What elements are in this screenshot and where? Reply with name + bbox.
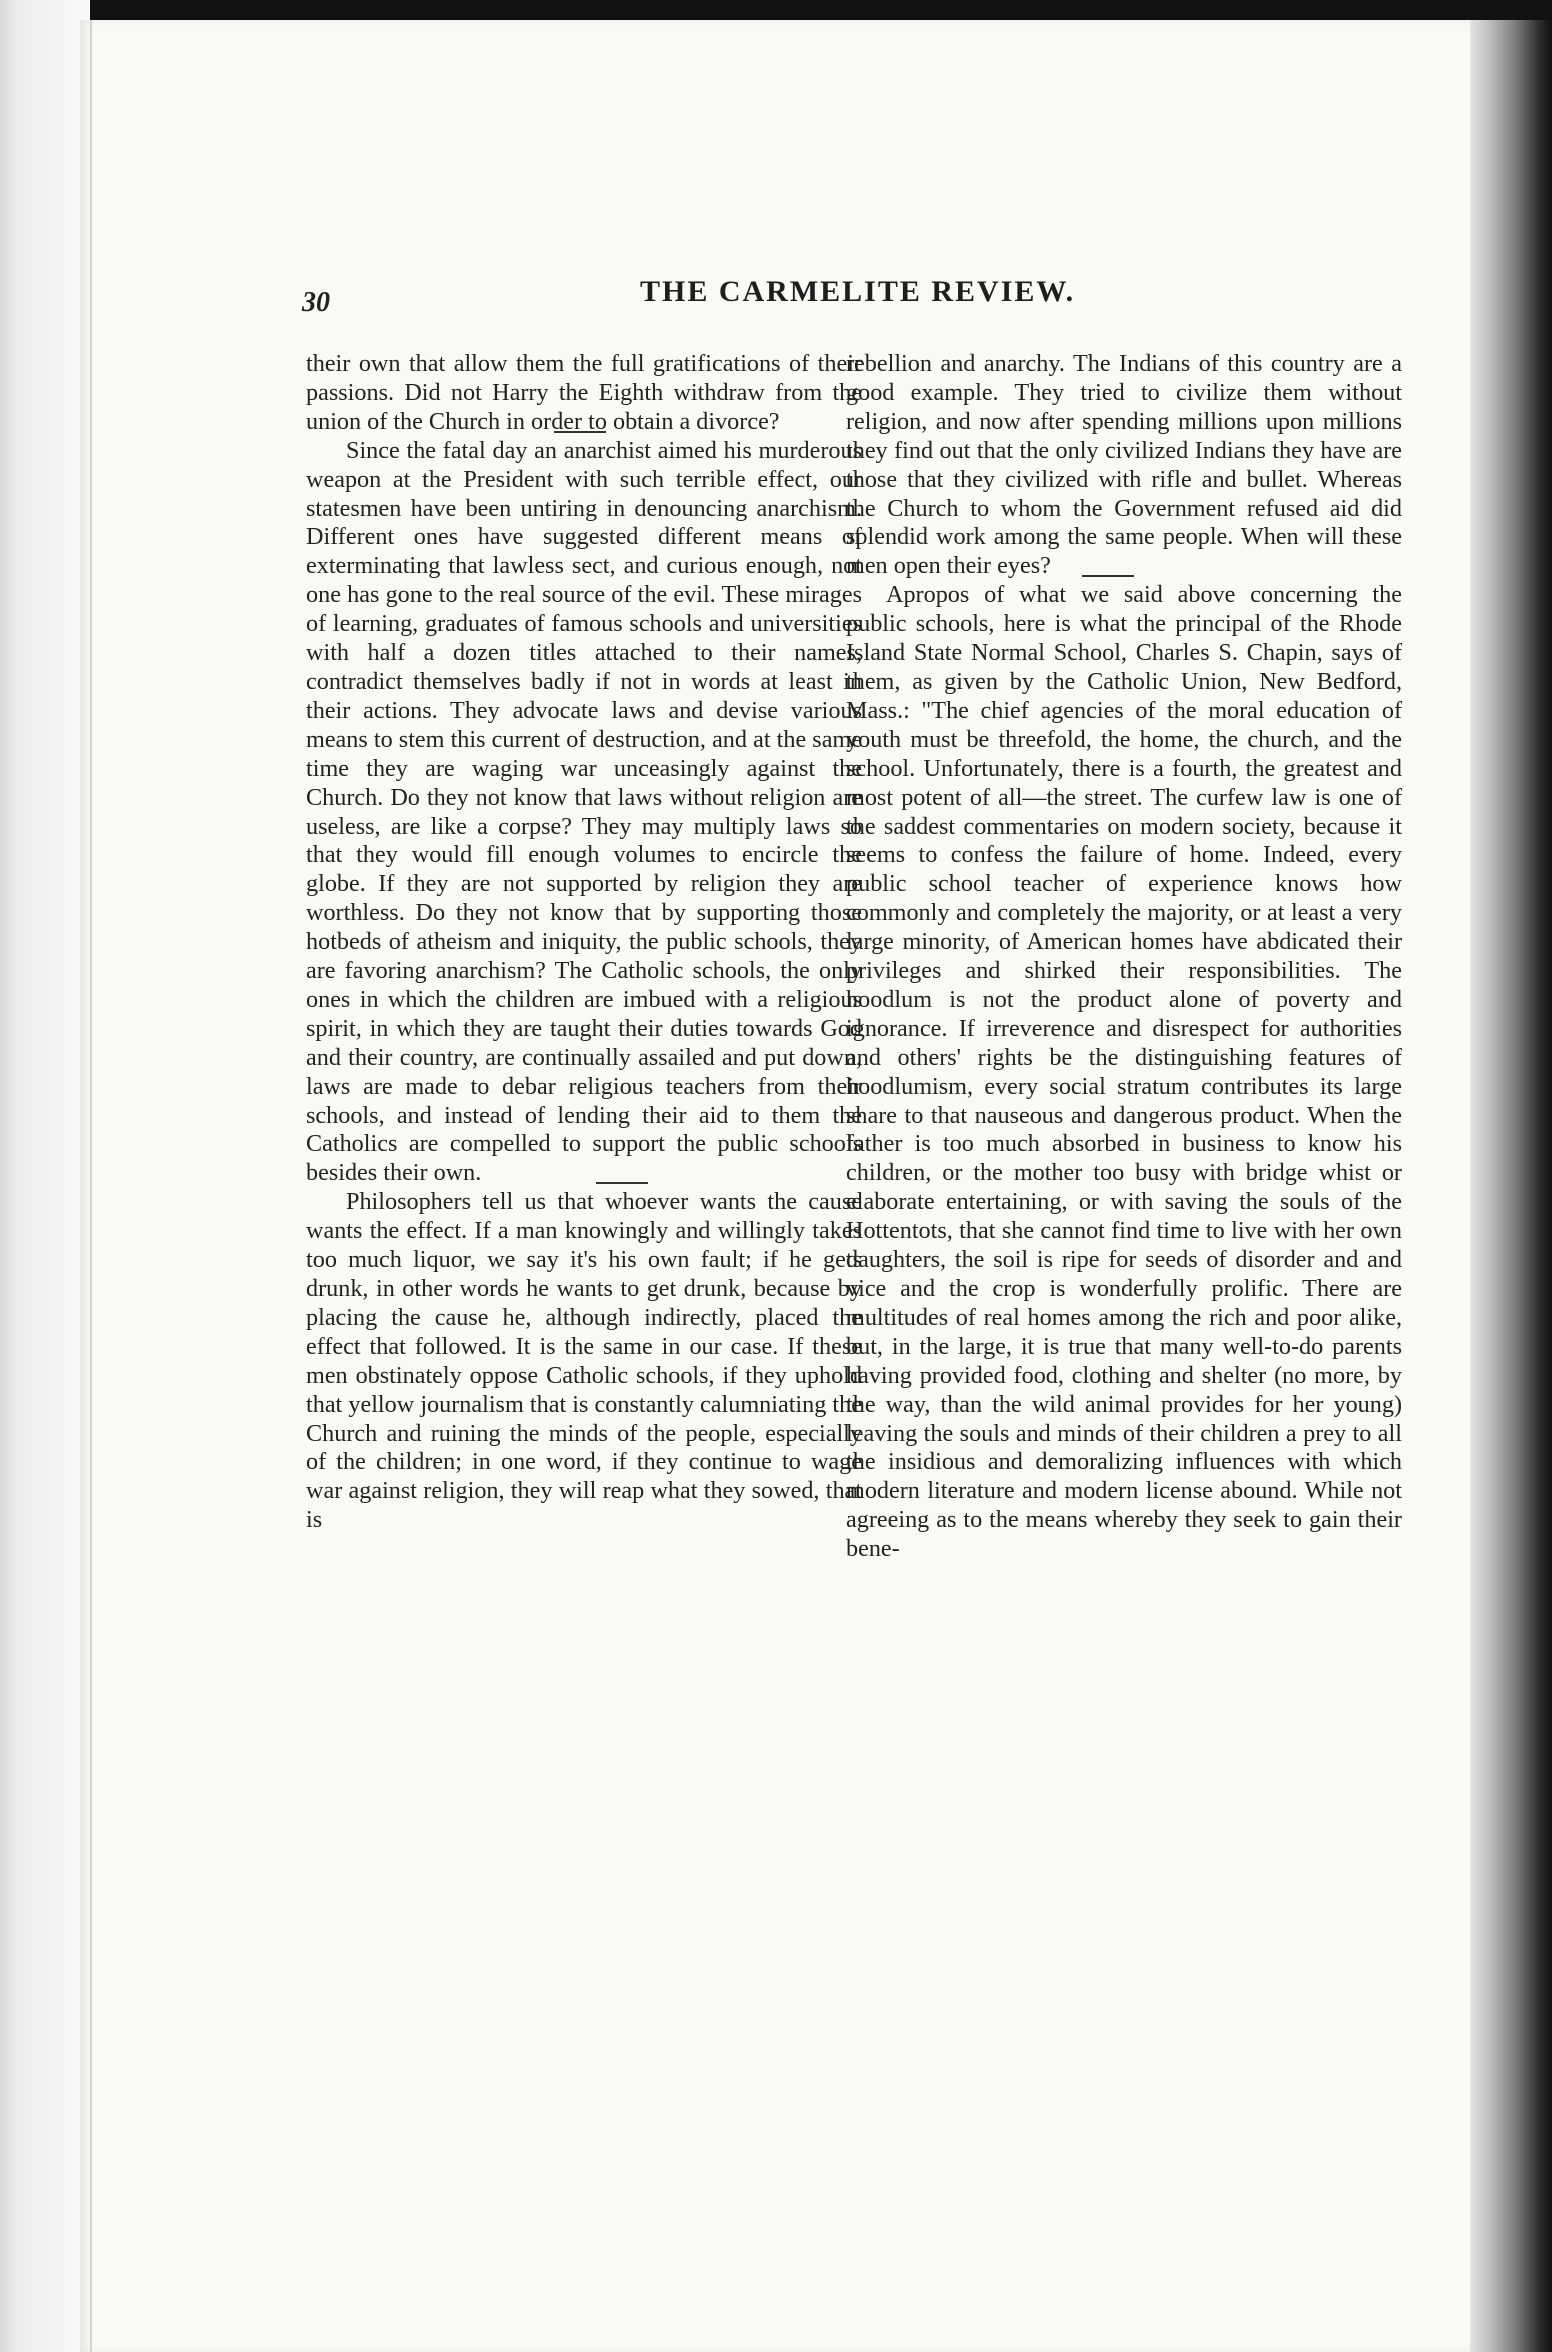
- right-column: [846, 350, 1402, 1564]
- left-paragraph-2: Since the fatal day an anarchist aimed his murderous weapon at the President with such terrible effect, our statesmen have been untiring in denouncing anarchism. Different ones have suggested different means of exterminating that lawless sect, and curious enough, not one has gone to the real source of the evil. These mirages of learning, graduates of famous schools and universities with half a dozen titles attached to their names, contradict themselves badly if not in words at least in their actions. They advocate laws and devise various means to stem this current of destruction, and at the same time they are waging war unceasingly against the Church. Do they not know that laws without religion are useless, are like a corpse? They may multiply laws so that they would fill enough volumes to encircle the globe. If they are not supported by religion they are worthless. Do they not know that by supporting those hotbeds of atheism and iniquity, the public schools, they are favoring anarchism? The Catholic schools, the only ones in which the children are imbued with a religious spirit, in which they are taught their duties towards God and their country, are continually assailed and put down, laws are made to debar religious teachers from their schools, and instead of lending their aid to them the Catholics are compelled to support the public schools besides their own.: [306, 436, 862, 1187]
- scan-left-edge: [0, 0, 90, 2352]
- left-paragraph-1: their own that allow them the full gratifications of their passions. Did not Harry the Eighth withdraw from the union of the Church in order to obtain a divorce?: [306, 350, 862, 435]
- right-paragraph-1: rebellion and anarchy. The Indians of this country are a good example. They tried to civilize them without religion, and now after spending millions upon millions they find out that the only civilized Indians they have are those that they civilized with rifle and bullet. Whereas the Church to whom the Government refused aid did splendid work among the same people. When will these men open their eyes?: [846, 350, 1402, 580]
- left-column: [306, 350, 862, 1535]
- scan-top-edge: [0, 0, 1552, 20]
- right-paragraph-2: Apropos of what we said above concerning the public schools, here is what the principal of the Rhode Island State Normal School, Charles S. Chapin, says of them, as given by the Catholic Union, New Bedford, Mass.: "The chief agencies of the moral education of youth must be threefold, the home, the church, and the school. Unfortunately, there is a fourth, the greatest and most potent of all—the street. The curfew law is one of the saddest commentaries on modern society, because it seems to confess the failure of home. Indeed, every public school teacher of experience knows how commonly and completely the majority, or at least a very large minority, of American homes have abdicated their privileges and shirked their responsibilities. The hoodlum is not the product alone of poverty and ignorance. If irreverence and disrespect for authorities and others' rights be the distinguishing features of hoodlumism, every social stratum contributes its large share to that nauseous and dangerous product. When the father is too much absorbed in business to know his children, or the mother too busy with bridge whist or elaborate entertaining, or with saving the souls of the Hottentots, that she cannot find time to live with her own daughters, the soil is ripe for seeds of disorder and and vice and the crop is wonderfully prolific. There are multitudes of real homes among the rich and poor alike, but, in the large, it is true that many well-to-do parents having provided food, clothing and shelter (no more, by the way, than the wild animal provides for her young) leaving the souls and minds of their children a prey to all the insidious and demoralizing influences with which modern literature and modern license abound. While not agreeing as to the means whereby they seek to gain their bene-: [846, 581, 1402, 1563]
- page-gutter-line: [90, 20, 92, 2352]
- page-header: [300, 275, 1400, 318]
- section-divider: [1082, 575, 1134, 577]
- page-right-shadow: [1470, 20, 1552, 2352]
- left-paragraph-3: Philosophers tell us that whoever wants the cause wants the effect. If a man knowingly and willingly takes too much liquor, we say it's his own fault; if he gets drunk, in other words he wants to get drunk, because by placing the cause he, although indirectly, placed the effect that followed. It is the same in our case. If these men obstinately oppose Catholic schools, if they uphold that yellow journalism that is constantly calumniating the Church and ruining the minds of the people, especially of the children; in one word, if they continue to wage war against religion, they will reap what they sowed, that is: [306, 1188, 862, 1534]
- page-number: 30: [302, 287, 330, 318]
- running-title: THE CARMELITE REVIEW.: [640, 275, 1076, 308]
- section-divider: [596, 1182, 648, 1184]
